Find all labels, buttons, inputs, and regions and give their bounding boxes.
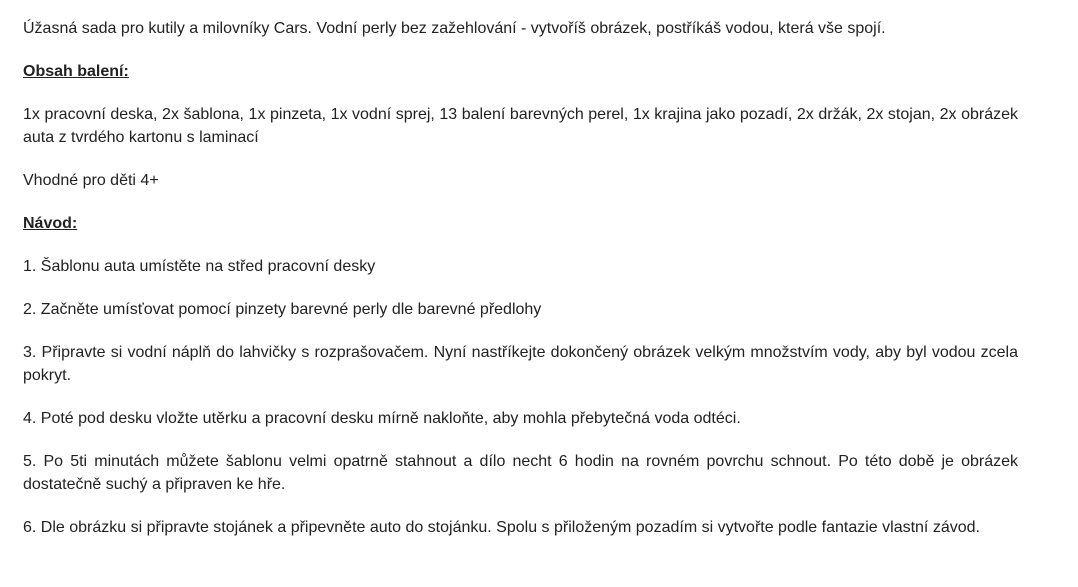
intro-paragraph: Úžasná sada pro kutily a milovníky Cars. Vodní perly bez zažehlování - vytvoříš obrázek, postříkáš vodou, která vše spojí. bbox=[23, 20, 886, 37]
instruction-step-2: 2. Začněte umísťovat pomocí pinzety barevné perly dle barevné předlohy bbox=[23, 301, 542, 318]
instruction-step-5: 5. Po 5ti minutách můžete šablonu velmi opatrně stahnout a dílo necht 6 hodin na rovném povrchu schnout. Po této době je obrázek dostatečně suchý a připraven ke hře. bbox=[23, 453, 1018, 493]
instruction-step-1: 1. Šablonu auta umístěte na střed pracovní desky bbox=[23, 258, 376, 275]
instruction-step-4: 4. Poté pod desku vložte utěrku a pracovní desku mírně nakloňte, aby mohla přebytečná voda odtéci. bbox=[23, 410, 741, 427]
contents-paragraph: 1x pracovní deska, 2x šablona, 1x pinzeta, 1x vodní sprej, 13 balení barevných perel, 1x krajina jako pozadí, 2x držák, 2x stojan, 2x obrázek auta z tvrdého kartonu s laminací bbox=[23, 106, 1018, 146]
instruction-step-3: 3. Připravte si vodní náplň do lahvičky s rozprašovačem. Nyní nastříkejte dokončený obrázek velkým množstvím vody, aby byl vodou zcela pokryt. bbox=[23, 344, 1018, 384]
product-description bbox=[23, 17, 1018, 559]
age-recommendation: Vhodné pro děti 4+ bbox=[23, 172, 159, 189]
contents-heading: Obsah balení: bbox=[23, 63, 129, 80]
instructions-heading: Návod: bbox=[23, 215, 78, 232]
instruction-step-6: 6. Dle obrázku si připravte stojánek a připevněte auto do stojánku. Spolu s přiloženým pozadím si vytvořte podle fantazie vlastní závod. bbox=[23, 519, 980, 536]
